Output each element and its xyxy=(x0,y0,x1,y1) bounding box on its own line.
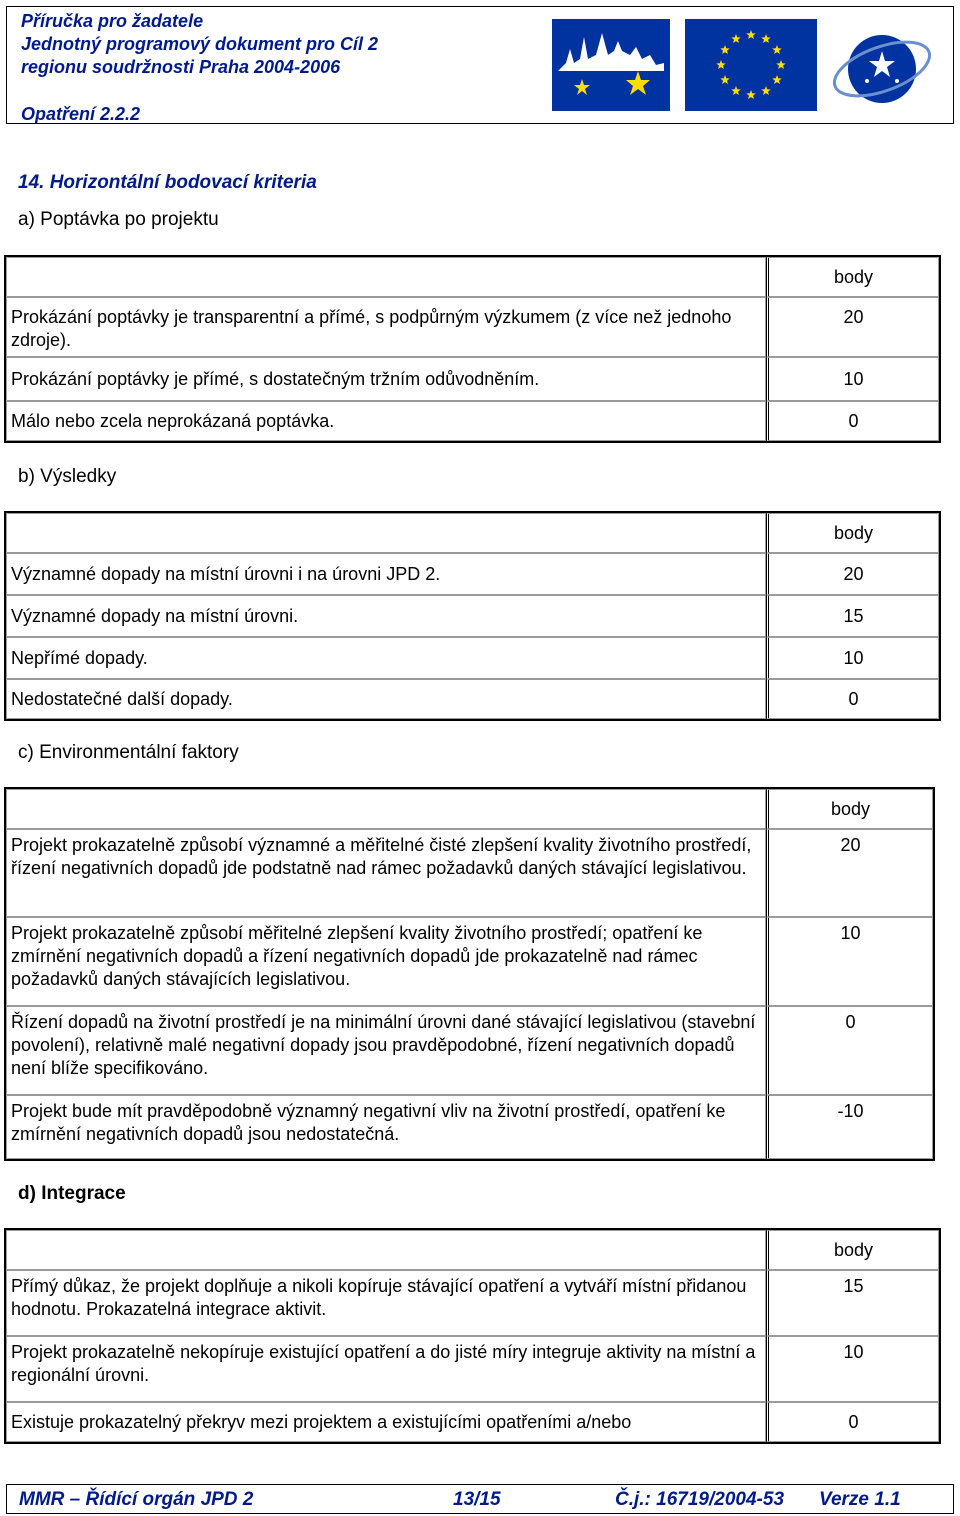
criterion-score: 0 xyxy=(766,1402,939,1442)
section-d-title: d) Integrace xyxy=(18,1183,126,1204)
criterion-text: Projekt prokazatelně způsobí měřitelné zlepšení kvality životního prostředí; opatření ke zmírnění negativních dopadů a řízení negativních dopadů jde prokazatelně nad rámec požadavků daných stávajících legislativou. xyxy=(6,917,766,1006)
header-line-1: Příručka pro žadatele xyxy=(21,11,204,31)
criteria-header-cell xyxy=(6,789,766,829)
table-row xyxy=(6,595,939,637)
criterion-text: Významné dopady na místní úrovni. xyxy=(6,595,766,637)
footer-reference-number: Č.j.: 16719/2004-53 xyxy=(615,1489,785,1510)
table-header-row xyxy=(6,1230,939,1270)
criterion-text: Nedostatečné další dopady. xyxy=(6,679,766,719)
criteria-header-cell xyxy=(6,1230,766,1270)
criterion-text: Přímý důkaz, že projekt doplňuje a nikoli kopíruje stávající opatření a vytváří místní přidanou hodnotu. Prokazatelná integrace aktivit. xyxy=(6,1270,766,1336)
table-row xyxy=(6,829,933,917)
table-row xyxy=(6,1095,933,1159)
footer-organization: MMR – Řídící orgán JPD 2 xyxy=(19,1489,254,1510)
table-row xyxy=(6,917,933,1006)
table-row xyxy=(6,1402,939,1442)
criteria-header-cell xyxy=(6,257,766,297)
score-header: body xyxy=(766,513,939,553)
footer-version: Verze 1.1 xyxy=(819,1489,901,1510)
criterion-score: 0 xyxy=(766,401,939,441)
criterion-score: -10 xyxy=(766,1095,933,1159)
criterion-score: 10 xyxy=(766,357,939,401)
praha-logo xyxy=(552,19,670,111)
header-measure: Opatření 2.2.2 xyxy=(21,104,141,124)
section-a-title: a) Poptávka po projektu xyxy=(18,209,219,230)
criterion-text: Nepřímé dopady. xyxy=(6,637,766,679)
criterion-text: Projekt bude mít pravděpodobně významný negativní vliv na životní prostředí, opatření ke zmírnění negativních dopadů jsou nedostatečná. xyxy=(6,1095,766,1159)
section-c-table xyxy=(4,787,935,1161)
table-row xyxy=(6,1336,939,1402)
criterion-score: 10 xyxy=(766,1336,939,1402)
table-header-row xyxy=(6,789,933,829)
criterion-score: 20 xyxy=(766,297,939,357)
criterion-score: 10 xyxy=(766,637,939,679)
criteria-header-cell xyxy=(6,513,766,553)
criterion-text: Málo nebo zcela neprokázaná poptávka. xyxy=(6,401,766,441)
table-row xyxy=(6,553,939,595)
table-header-row xyxy=(6,257,939,297)
table-row xyxy=(6,1270,939,1336)
criterion-score: 0 xyxy=(766,1006,933,1095)
ministerstvo-pro-mistni-rozvoj-logo xyxy=(829,19,935,115)
header-line-2: Jednotný programový dokument pro Cíl 2 xyxy=(21,34,379,54)
section-b-title: b) Výsledky xyxy=(18,466,117,487)
eu-flag-logo xyxy=(685,19,817,111)
table-row xyxy=(6,679,939,719)
criterion-score: 15 xyxy=(766,1270,939,1336)
criterion-score: 10 xyxy=(766,917,933,1006)
table-row xyxy=(6,357,939,401)
score-header: body xyxy=(766,1230,939,1270)
criterion-text: Prokázání poptávky je transparentní a přímé, s podpůrným výzkumem (z více než jednoho zdroje). xyxy=(6,297,766,357)
score-header: body xyxy=(766,257,939,297)
criterion-score: 0 xyxy=(766,679,939,719)
criterion-text: Projekt prokazatelně způsobí významné a měřitelné čisté zlepšení kvality životního prostředí, řízení negativních dopadů jde podstatně nad rámec požadavků daných stávající legislativou. xyxy=(6,829,766,917)
table-row xyxy=(6,297,939,357)
section-c-title: c) Environmentální faktory xyxy=(18,742,239,763)
criterion-text: Existuje prokazatelný překryv mezi projektem a existujícími opatřeními a/nebo xyxy=(6,1402,766,1442)
header-title-block xyxy=(21,10,378,79)
criterion-score: 20 xyxy=(766,553,939,595)
criterion-score: 15 xyxy=(766,595,939,637)
section-b-table xyxy=(4,511,941,721)
table-row xyxy=(6,1006,933,1095)
score-header: body xyxy=(766,789,933,829)
table-row xyxy=(6,637,939,679)
criteria-section-title: 14. Horizontální bodovací kriteria xyxy=(18,172,317,193)
page-header xyxy=(6,6,954,124)
page-footer xyxy=(6,1484,954,1514)
criterion-text: Projekt prokazatelně nekopíruje existující opatření a do jisté míry integruje aktivity na místní a regionální úrovni. xyxy=(6,1336,766,1402)
footer-page-number: 13/15 xyxy=(453,1489,501,1510)
criterion-score: 20 xyxy=(766,829,933,917)
criterion-text: Významné dopady na místní úrovni i na úrovni JPD 2. xyxy=(6,553,766,595)
section-a-table xyxy=(4,255,941,443)
table-header-row xyxy=(6,513,939,553)
header-line-3: regionu soudržnosti Praha 2004-2006 xyxy=(21,57,341,77)
criterion-text: Prokázání poptávky je přímé, s dostatečným tržním odůvodněním. xyxy=(6,357,766,401)
table-row xyxy=(6,401,939,441)
section-d-table xyxy=(4,1228,941,1444)
criterion-text: Řízení dopadů na životní prostředí je na minimální úrovni dané stávající legislativou (stavební povolení), relativně malé negativní dopady jsou pravděpodobné, řízení negativních dopadů není blíže specifikováno. xyxy=(6,1006,766,1095)
